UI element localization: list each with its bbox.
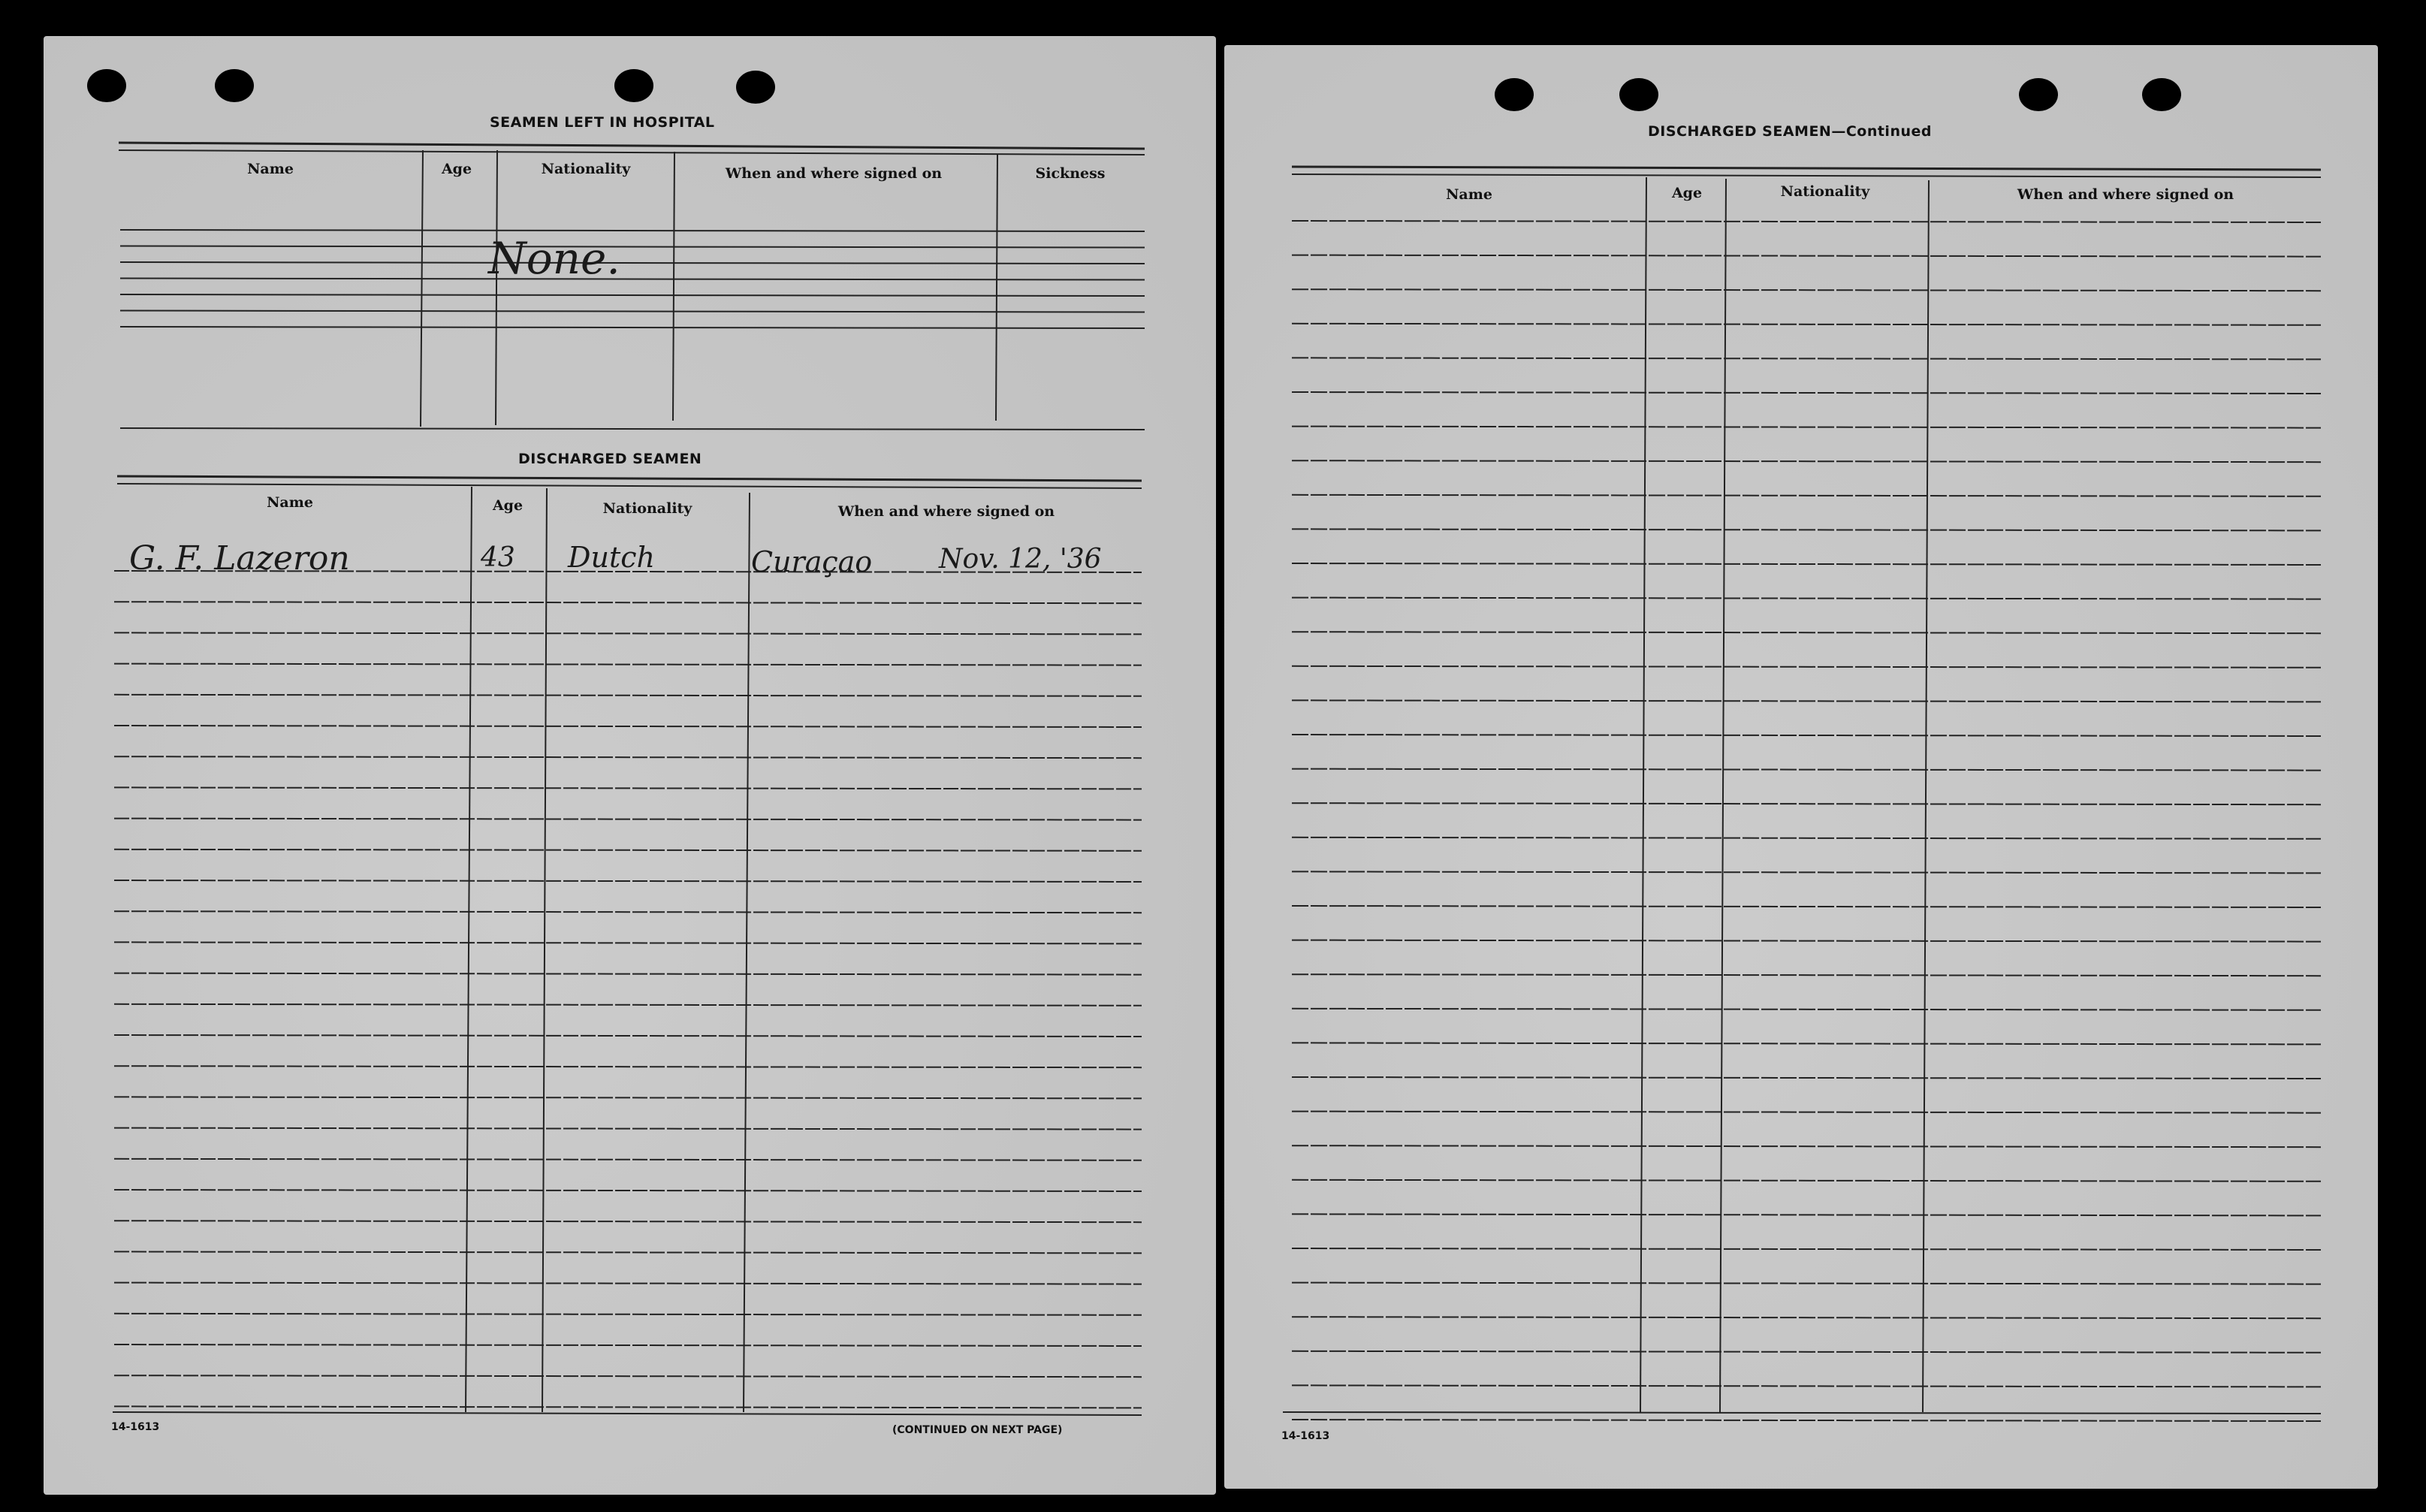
discharged-row-line [114, 1097, 1142, 1098]
continued-row-line [1292, 906, 2321, 907]
continued-row-line [1292, 1214, 2321, 1215]
continued-row-line [1292, 1077, 2321, 1079]
discharged-row-line [114, 602, 1142, 603]
hospital-section-title: SEAMEN LEFT IN HOSPITAL [490, 114, 715, 131]
hospital-col-signed-on: When and where signed on [725, 165, 943, 182]
discharged-row-line [114, 695, 1142, 696]
continued-row-line [1292, 427, 2321, 428]
continued-row-line [1292, 1112, 2321, 1113]
form-number-left: 14-1613 [111, 1421, 160, 1433]
continued-col-signed-on: When and where signed on [2017, 186, 2234, 203]
discharged-row-line [114, 632, 1142, 634]
continued-row-line [1292, 803, 2321, 804]
discharged-column-line [744, 493, 750, 1412]
discharged-bottom-rule [113, 1412, 1142, 1415]
discharged-column-line [466, 487, 472, 1412]
continued-row-line [1292, 1317, 2321, 1318]
hospital-col-nationality: Nationality [541, 161, 631, 177]
discharged-column-line [542, 488, 547, 1412]
continued-row-line [1292, 666, 2321, 668]
continued-row-line [1292, 1248, 2321, 1250]
discharged-row-line [114, 1251, 1142, 1253]
hospital-column-line [421, 150, 423, 427]
discharged-row-line [114, 1190, 1142, 1191]
continued-column-line [1923, 180, 1929, 1412]
discharged-row-line [114, 973, 1142, 975]
hospital-row-line [120, 327, 1145, 328]
seaman-nationality: Dutch [568, 541, 655, 574]
continued-bottom-rule [1283, 1412, 2321, 1414]
continued-row-line [1292, 324, 2321, 325]
hospital-row-line [120, 246, 1145, 248]
continued-row-line [1292, 460, 2321, 462]
discharged-header-rule [117, 476, 1142, 481]
continued-note: (CONTINUED ON NEXT PAGE) [892, 1424, 1063, 1436]
continued-col-nationality: Nationality [1780, 183, 1870, 200]
hospital-entry-none: None. [488, 233, 620, 284]
discharged-row-line [114, 1406, 1142, 1408]
continued-row-line [1292, 1283, 2321, 1284]
discharged-row-line [114, 1221, 1142, 1222]
discharged-row-line [114, 1283, 1142, 1284]
discharged-row-line [114, 1128, 1142, 1130]
continued-row-line [1292, 1180, 2321, 1182]
discharged-row-line [114, 942, 1142, 943]
continued-column-line [1640, 177, 1646, 1412]
hospital-header-rule [119, 150, 1145, 155]
discharged-col-age: Age [492, 497, 524, 514]
continued-row-line [1292, 837, 2321, 839]
hospital-row-line [120, 262, 1145, 264]
discharged-row-line [114, 880, 1142, 882]
hospital-row-line [120, 230, 1145, 231]
discharged-continued-title: DISCHARGED SEAMEN—Continued [1648, 123, 1932, 140]
discharged-col-nationality: Nationality [602, 500, 692, 517]
discharged-col-name: Name [267, 494, 313, 511]
continued-row-line [1292, 221, 2321, 222]
continued-row-line [1292, 563, 2321, 565]
seaman-name: G. F. Lazeron [129, 539, 350, 578]
seaman-age: 43 [481, 542, 515, 573]
discharged-row-line [114, 1035, 1142, 1037]
hospital-row-line [120, 279, 1145, 280]
continued-column-line [1720, 179, 1726, 1412]
hospital-col-sickness: Sickness [1035, 165, 1106, 182]
continued-row-line [1292, 529, 2321, 530]
discharged-row-line [114, 1345, 1142, 1346]
hospital-column-line [996, 155, 997, 421]
continued-row-line [1292, 974, 2321, 976]
continued-row-line [1292, 700, 2321, 702]
continued-row-line [1292, 255, 2321, 257]
discharged-row-line [114, 1066, 1142, 1067]
discharged-row-line [114, 911, 1142, 913]
discharged-row-line [114, 1375, 1142, 1377]
discharged-header-rule [117, 484, 1142, 488]
continued-col-name: Name [1446, 186, 1492, 203]
discharged-row-line [114, 756, 1142, 758]
continued-row-line [1292, 1420, 2321, 1421]
hospital-col-name: Name [247, 161, 294, 177]
discharged-row-line [114, 850, 1142, 851]
continued-row-line [1292, 1351, 2321, 1353]
continued-row-line [1292, 358, 2321, 359]
hospital-row-line [120, 294, 1145, 296]
discharged-row-line [114, 1004, 1142, 1006]
seaman-signed-on-place: Curaçao [751, 545, 873, 578]
continued-col-age: Age [1671, 185, 1703, 201]
form-number-right: 14-1613 [1281, 1430, 1330, 1442]
hospital-column-line [496, 150, 497, 425]
continued-row-line [1292, 1145, 2321, 1147]
discharged-row-line [114, 664, 1142, 665]
continued-row-line [1292, 940, 2321, 942]
continued-header-rule [1292, 174, 2321, 177]
continued-row-line [1292, 735, 2321, 736]
continued-row-line [1292, 289, 2321, 291]
discharged-row-line [114, 819, 1142, 820]
hospital-col-age: Age [441, 161, 472, 177]
continued-row-line [1292, 495, 2321, 496]
continued-row-line [1292, 1043, 2321, 1044]
continued-row-line [1292, 598, 2321, 599]
discharged-col-signed-on: When and where signed on [837, 503, 1055, 520]
continued-row-line [1292, 632, 2321, 633]
continued-row-line [1292, 1385, 2321, 1387]
continued-row-line [1292, 769, 2321, 771]
continued-header-rule [1292, 167, 2321, 170]
continued-row-line [1292, 871, 2321, 873]
seaman-signed-on-date: Nov. 12, '36 [939, 544, 1102, 575]
hospital-header-rule [119, 143, 1145, 149]
continued-row-line [1292, 1009, 2321, 1010]
discharged-row-line [114, 726, 1142, 727]
hospital-bottom-rule [120, 428, 1145, 430]
discharged-row-line [114, 1314, 1142, 1315]
hospital-column-line [673, 152, 674, 421]
hospital-row-line [120, 311, 1145, 312]
continued-row-line [1292, 392, 2321, 394]
discharged-section-title: DISCHARGED SEAMEN [518, 451, 702, 467]
discharged-row-line [114, 787, 1142, 789]
discharged-row-line [114, 1159, 1142, 1160]
